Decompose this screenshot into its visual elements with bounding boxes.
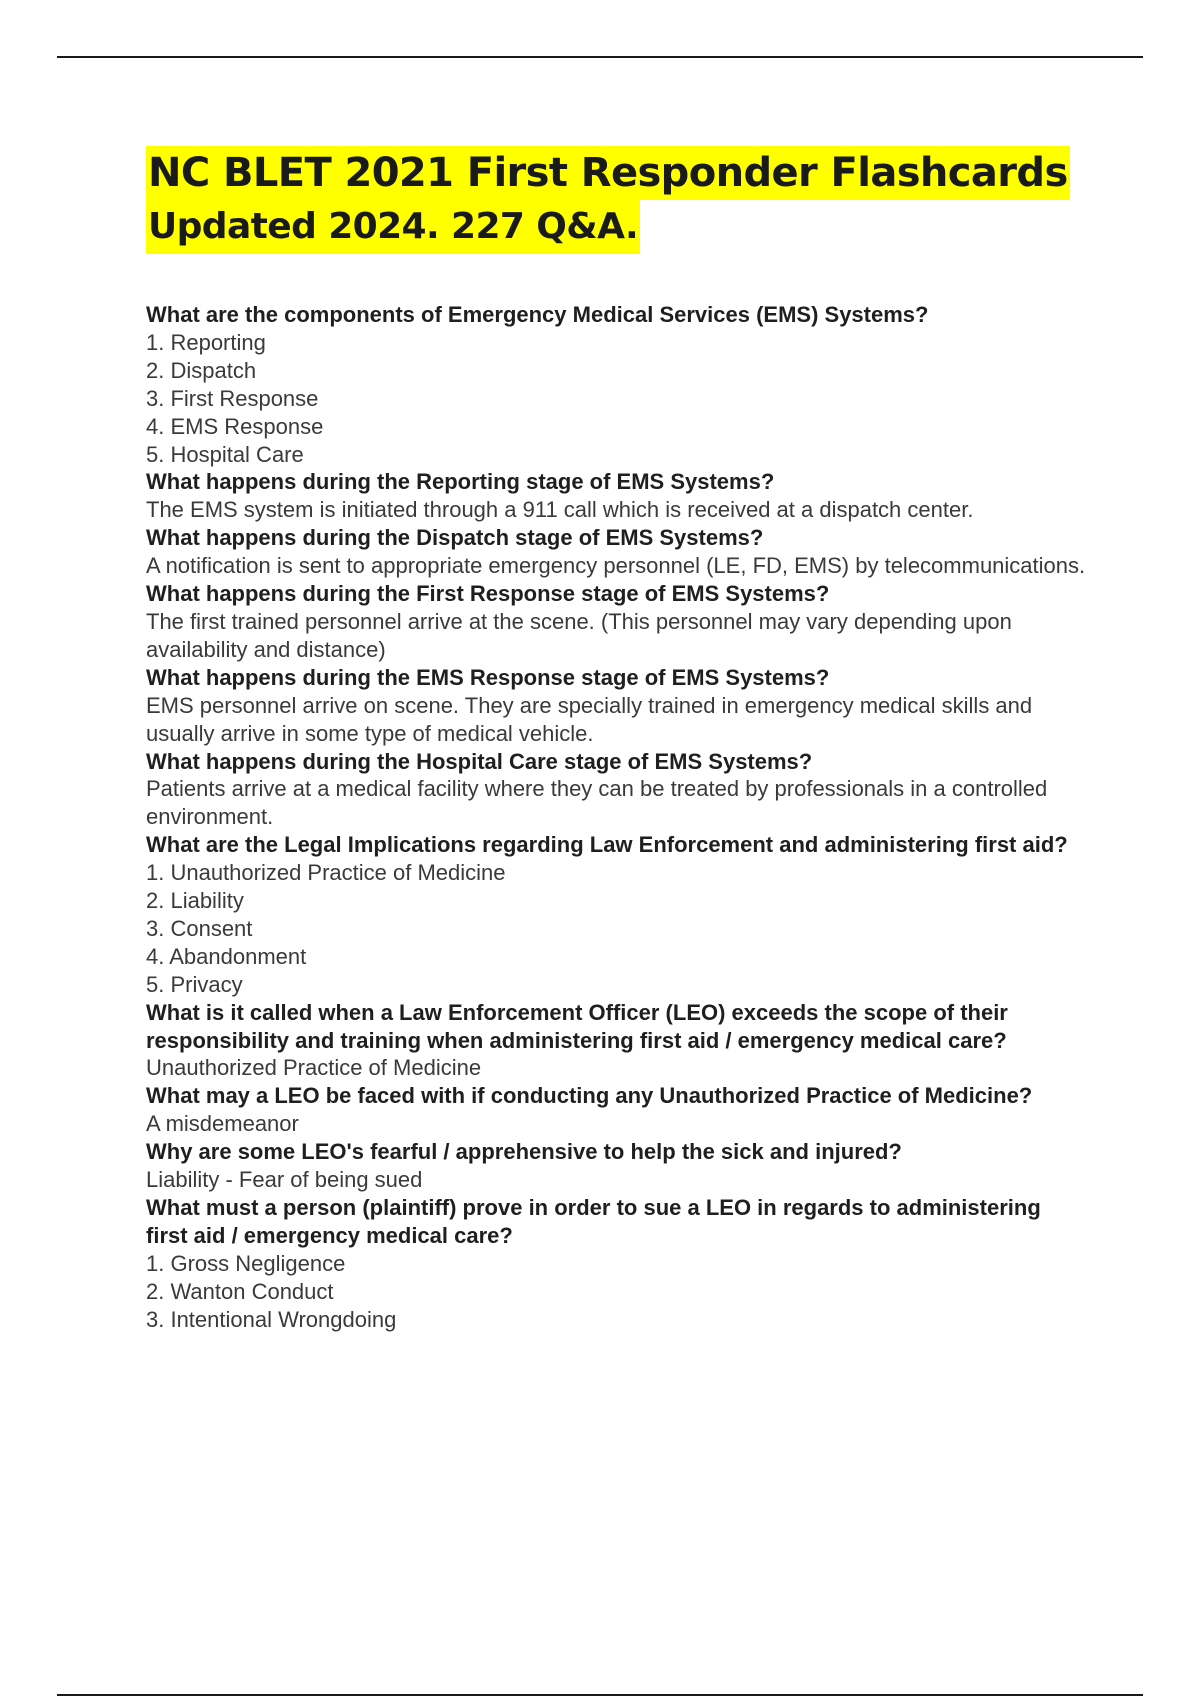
answer: Liability - Fear of being sued <box>146 1167 423 1193</box>
list-item: 5. Hospital Care <box>146 441 304 467</box>
question: What is it called when a Law Enforcement Officer (LEO) exceeds the scope of their responsibility and training when administering first aid / emergency medical care? <box>146 999 1008 1053</box>
title-line-1: NC BLET 2021 First Responder Flashcards <box>146 146 1070 200</box>
flashcard-list <box>146 301 1086 1334</box>
answer: Unauthorized Practice of Medicine <box>146 1055 482 1081</box>
question: What happens during the EMS Response stage of EMS Systems? <box>146 664 830 690</box>
title-line-2: Updated 2024. 227 Q&A. <box>146 200 640 254</box>
list-item: 1. Reporting <box>146 329 266 355</box>
list-item: 2. Dispatch <box>146 357 257 383</box>
top-rule <box>57 56 1143 58</box>
question: Why are some LEO's fearful / apprehensive to help the sick and injured? <box>146 1139 902 1165</box>
list-item: 4. EMS Response <box>146 413 324 439</box>
answer-list <box>146 859 1086 999</box>
question: What happens during the Dispatch stage of EMS Systems? <box>146 525 764 551</box>
list-item: 1. Gross Negligence <box>146 1250 346 1276</box>
answer-list <box>146 329 1086 469</box>
answer: Patients arrive at a medical facility where they can be treated by professionals in a controlled environment. <box>146 776 1048 830</box>
list-item: 3. First Response <box>146 385 319 411</box>
document-title <box>146 146 1106 254</box>
list-item: 3. Consent <box>146 915 253 941</box>
question: What are the components of Emergency Medical Services (EMS) Systems? <box>146 302 929 327</box>
list-item: 2. Wanton Conduct <box>146 1278 334 1304</box>
question: What happens during the First Response stage of EMS Systems? <box>146 581 830 607</box>
answer: A notification is sent to appropriate emergency personnel (LE, FD, EMS) by telecommunications. <box>146 553 1086 579</box>
question: What are the Legal Implications regarding Law Enforcement and administering first aid? <box>146 832 1068 858</box>
answer: EMS personnel arrive on scene. They are specially trained in emergency medical skills and usually arrive in some type of medical vehicle. <box>146 692 1033 746</box>
question: What happens during the Reporting stage of EMS Systems? <box>146 469 775 495</box>
answer: A misdemeanor <box>146 1111 299 1137</box>
bottom-rule <box>57 1694 1143 1696</box>
question: What may a LEO be faced with if conducting any Unauthorized Practice of Medicine? <box>146 1083 1033 1109</box>
answer: The first trained personnel arrive at the scene. (This personnel may vary depending upon availability and distance) <box>146 608 1012 662</box>
question: What must a person (plaintiff) prove in order to sue a LEO in regards to administering first aid / emergency medical care? <box>146 1195 1041 1248</box>
list-item: 1. Unauthorized Practice of Medicine <box>146 860 506 886</box>
list-item: 3. Intentional Wrongdoing <box>146 1306 397 1332</box>
answer-list <box>146 1250 1086 1334</box>
list-item: 5. Privacy <box>146 971 243 997</box>
answer: The EMS system is initiated through a 911 call which is received at a dispatch center. <box>146 497 974 523</box>
list-item: 2. Liability <box>146 888 244 914</box>
list-item: 4. Abandonment <box>146 943 307 969</box>
question: What happens during the Hospital Care stage of EMS Systems? <box>146 748 813 774</box>
